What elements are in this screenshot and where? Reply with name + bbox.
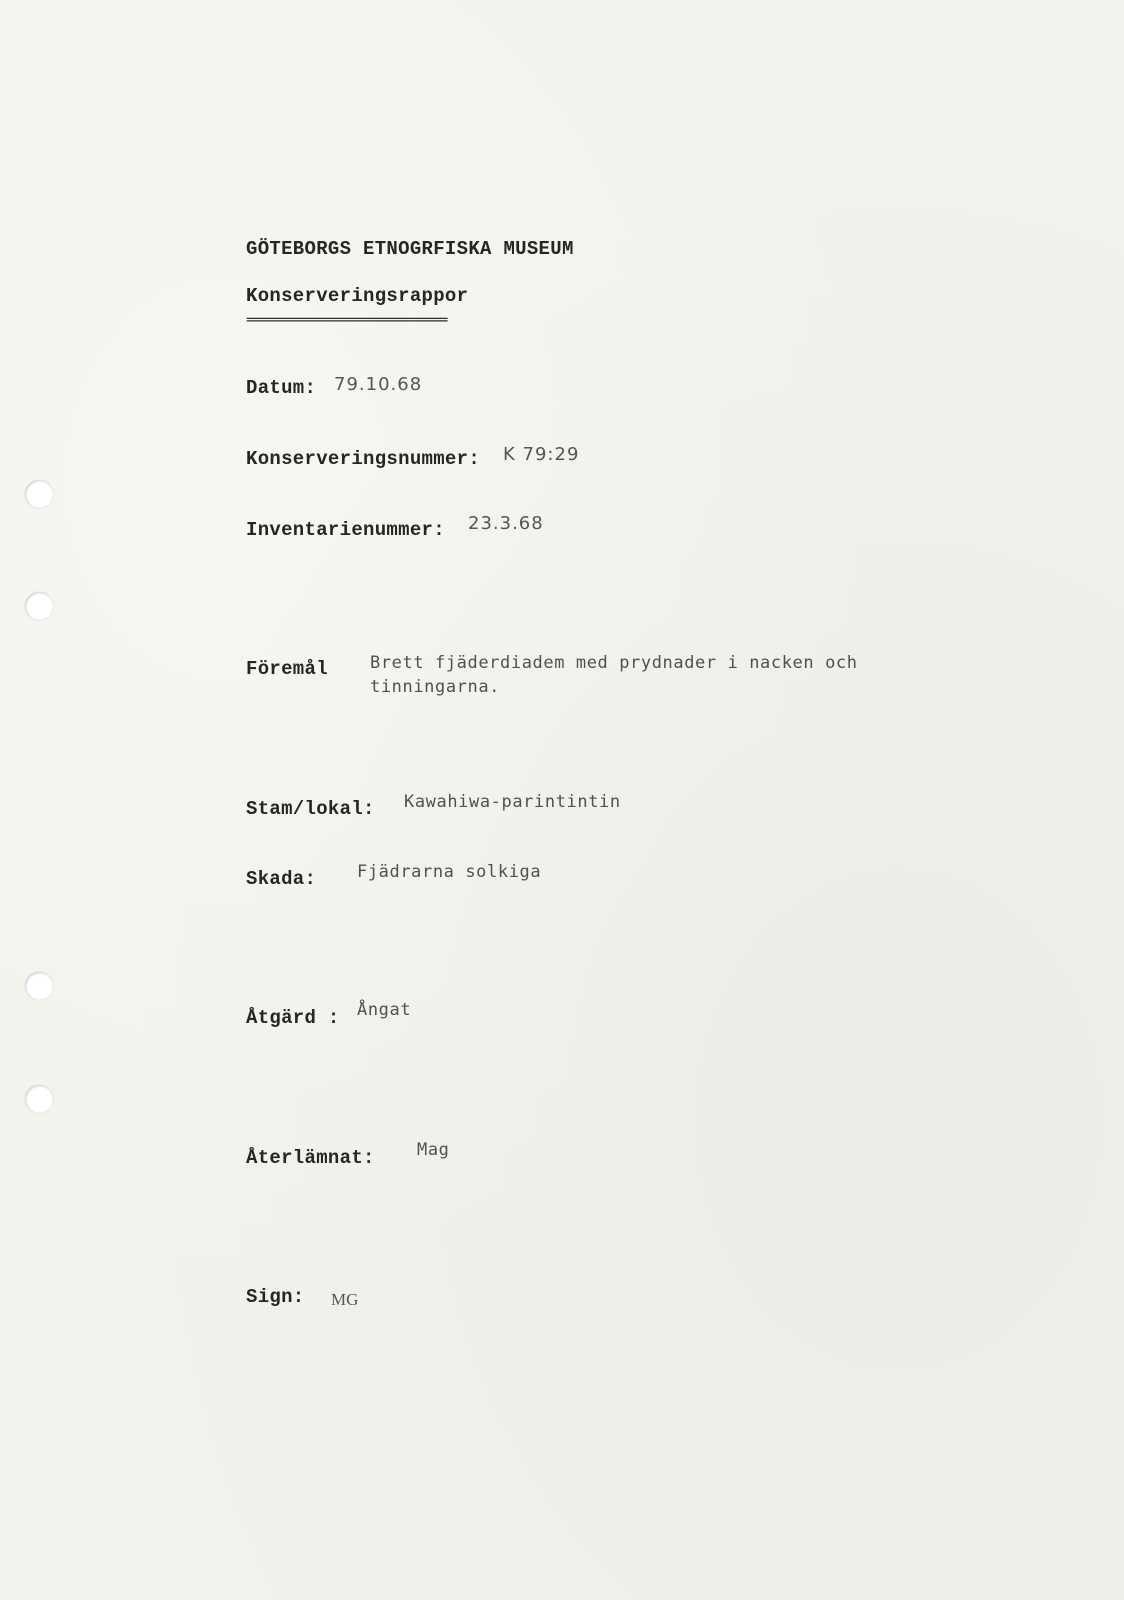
atgard-label: Åtgärd : [246, 1007, 340, 1029]
punch-hole [25, 480, 53, 508]
sign-value: MG [331, 1290, 359, 1309]
museum-header: GÖTEBORGS ETNOGRFISKA MUSEUM [246, 238, 574, 260]
stam-lokal-label: Stam/lokal: [246, 798, 375, 820]
datum-value: 79.10.68 [334, 374, 423, 395]
title-underline: =========================== [246, 313, 447, 326]
atgard-value: Ångat [357, 1000, 412, 1020]
stam-lokal-value: Kawahiwa-parintintin [404, 792, 621, 812]
aterlamnat-value: Mag [417, 1140, 450, 1160]
skada-value: Fjädrarna solkiga [357, 862, 542, 882]
inventarienummer-label: Inventarienummer: [246, 519, 445, 541]
inventarienummer-value: 23.3.68 [468, 513, 544, 534]
punch-hole [25, 972, 53, 1000]
foremal-label: Föremål [246, 658, 328, 680]
konserveringsnummer-value: K 79:29 [503, 444, 580, 465]
punch-hole [25, 592, 53, 620]
konserveringsnummer-label: Konserveringsnummer: [246, 448, 481, 470]
punch-hole [25, 1085, 53, 1113]
skada-label: Skada: [246, 868, 317, 890]
sign-label: Sign: [246, 1286, 305, 1308]
aterlamnat-label: Återlämnat: [246, 1147, 375, 1169]
foremal-value: Brett fjäderdiadem med prydnader i nacken och tinningarna. [370, 653, 858, 697]
datum-label: Datum: [246, 377, 317, 399]
report-title: Konserveringsrappor [246, 285, 469, 307]
